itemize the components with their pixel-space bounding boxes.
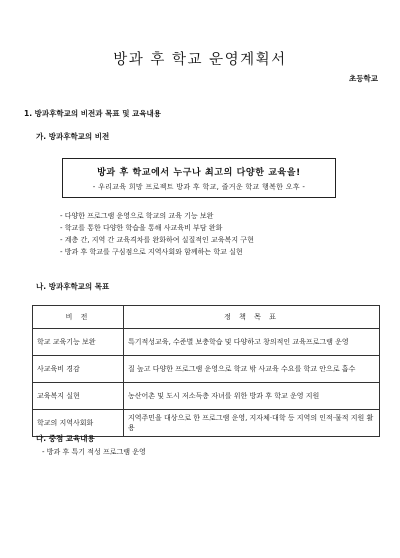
vision-box — [62, 158, 336, 198]
table-row — [33, 329, 380, 356]
list-item: - 방과 후 학교를 구심점으로 지역사회와 함께하는 학교 실현 — [60, 248, 243, 256]
vision-cell: 학교 교육기능 보완 — [33, 329, 124, 356]
table-row — [33, 356, 380, 383]
goals-table — [32, 305, 380, 437]
focus-heading: 다. 중점 교육내용 — [36, 434, 95, 443]
goal-cell: 지역주민을 대상으로 한 프로그램 운영, 지자체·대학 등 지역의 인적·물적 지원 활용 — [124, 410, 380, 437]
table-header-row — [33, 306, 380, 329]
vision-bullet-list — [60, 210, 254, 258]
list-item: - 다양한 프로그램 운영으로 학교의 교육 기능 보완 — [60, 212, 214, 220]
list-item: - 학교를 통한 다양한 학습을 통해 사교육비 부담 완화 — [60, 224, 223, 232]
vision-cell: 교육복지 실현 — [33, 383, 124, 410]
vision-heading: 가. 방과후학교의 비전 — [36, 132, 110, 141]
column-header-goal: 정 책 목 표 — [124, 306, 380, 329]
goal-cell: 특기적성교육, 수준별 보충학습 및 다양하고 창의적인 교육프로그램 운영 — [124, 329, 380, 356]
section-heading: 1. 방과후학교의 비전과 목표 및 교육내용 — [24, 109, 162, 118]
vision-cell: 사교육비 경감 — [33, 356, 124, 383]
list-item: - 방과 후 특기 적성 프로그램 운영 — [42, 448, 146, 456]
goal-cell: 질 높고 다양한 프로그램 운영으로 학교 밖 사교육 수요를 학교 안으로 흡수 — [124, 356, 380, 383]
column-header-vision: 비 전 — [33, 306, 124, 329]
vision-slogan: - 우리교육 희망 프로젝트 방과 후 학교, 즐거운 학교 행복한 오후 - — [92, 183, 306, 191]
goals-heading: 나. 방과후학교의 목표 — [36, 282, 110, 291]
vision-cell: 학교의 지역사회화 — [33, 410, 124, 437]
table-row — [33, 383, 380, 410]
document-title: 방과 후 학교 운영계획서 — [113, 52, 287, 68]
school-name: 초등학교 — [349, 74, 378, 83]
vision-statement: 방과 후 학교에서 누구나 최고의 다양한 교육을! — [97, 168, 301, 178]
list-item: - 계층 간, 지역 간 교육격차를 완화하여 실질적인 교육복지 구현 — [60, 236, 254, 244]
goal-cell: 농산어촌 및 도시 저소득층 자녀를 위한 방과 후 학교 운영 지원 — [124, 383, 380, 410]
